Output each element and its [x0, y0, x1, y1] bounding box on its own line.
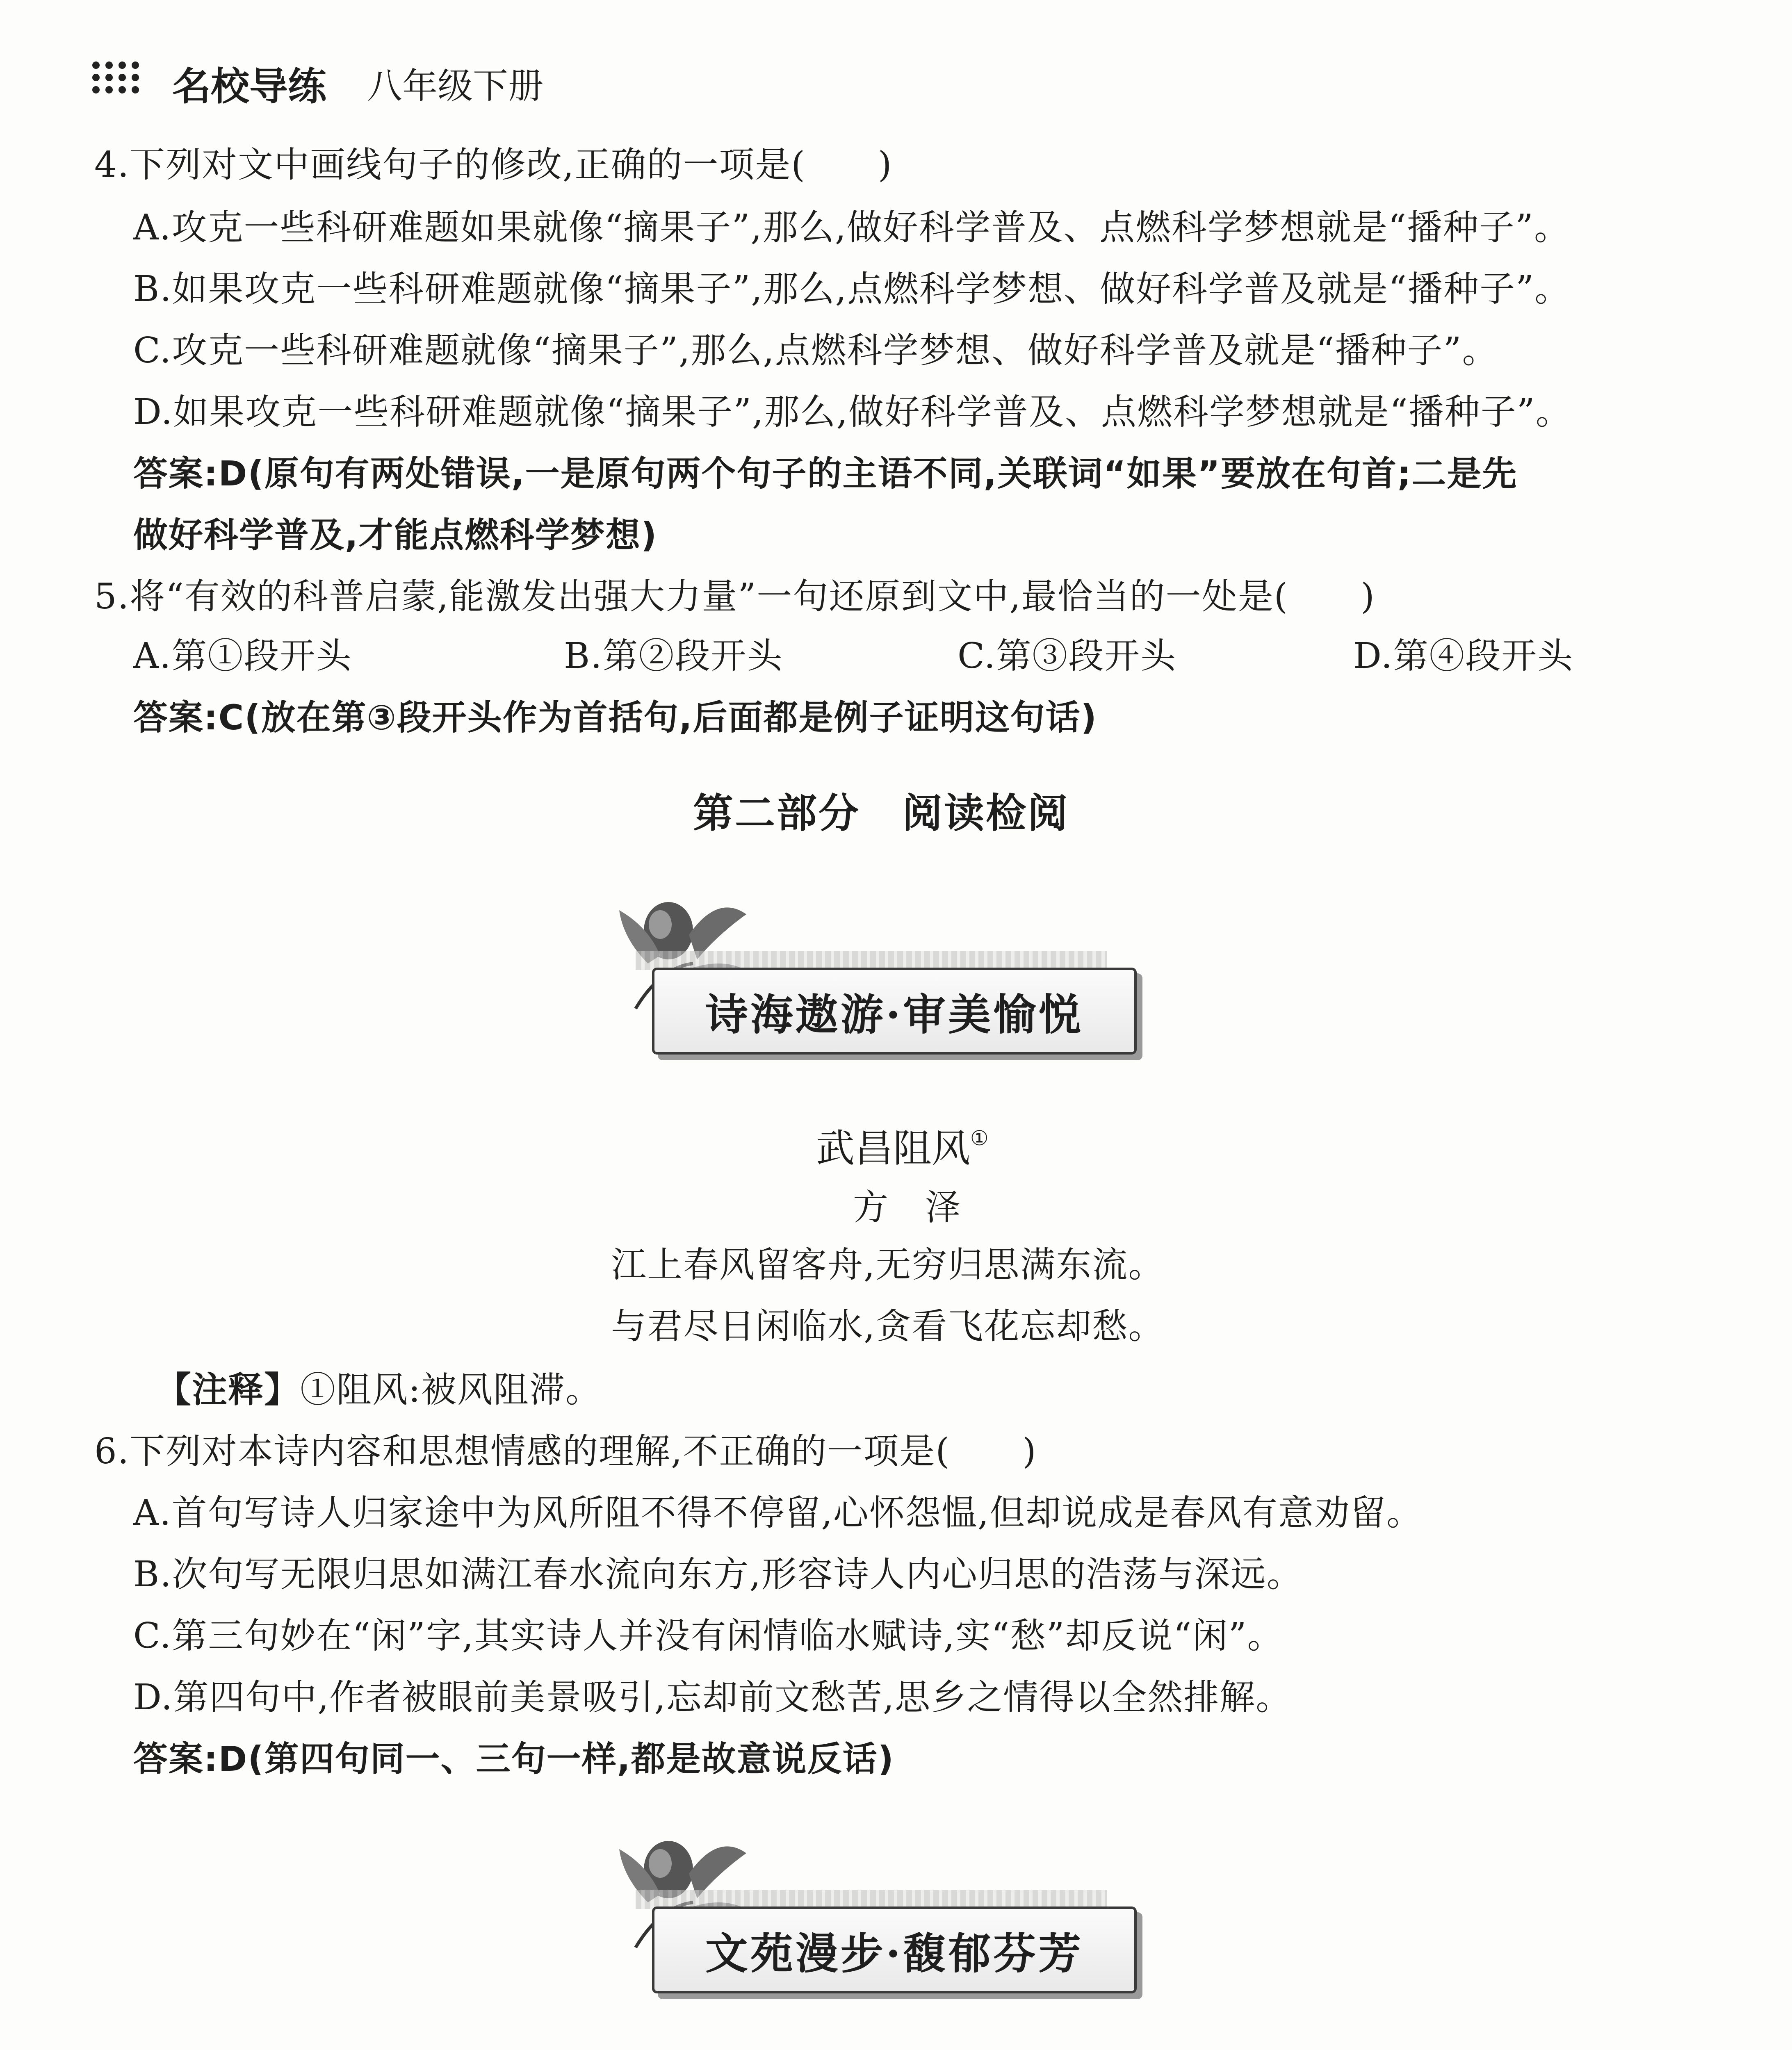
poem-title: 武昌阻风①	[816, 1126, 989, 1171]
q4-option-b: B.如果攻克一些科研难题就像“摘果子”,那么,点燃科学梦想、做好科学普及就是“播种子”。	[133, 269, 1571, 310]
section-banner-poetry	[611, 939, 1140, 1040]
q4-stem: 4.下列对文中画线句子的修改,正确的一项是( )	[94, 144, 893, 185]
q4-option-d: D.如果攻克一些科研难题就像“摘果子”,那么,做好科学普及、点燃科学梦想就是“播种子”。	[133, 392, 1572, 433]
q6-stem: 6.下列对本诗内容和思想情感的理解,不正确的一项是( )	[94, 1431, 1037, 1472]
q5-option-a: A.第①段开头	[133, 636, 352, 676]
header-grade: 八年级下册	[367, 66, 543, 107]
section-banner-essay	[611, 1878, 1140, 1979]
q5-option-c: C.第③段开头	[958, 636, 1177, 676]
q5-option-d: D.第④段开头	[1353, 636, 1574, 676]
poem-author: 方 泽	[853, 1187, 961, 1228]
poem-note: 【注释】①阻风:被风阻滞。	[156, 1369, 602, 1410]
part-title: 第二部分 阅读检阅	[693, 790, 1070, 837]
q4-option-a: A.攻克一些科研难题如果就像“摘果子”,那么,做好科学普及、点燃科学梦想就是“播种子”。	[133, 207, 1570, 248]
poem-line-1: 江上春风留客舟,无穷归思满东流。	[611, 1244, 1165, 1285]
q6-option-a: A.首句写诗人归家途中为风所阻不得不停留,心怀怨愠,但却说成是春风有意劝留。	[133, 1492, 1423, 1533]
poem-line-2: 与君尽日闲临水,贪看飞花忘却愁。	[611, 1306, 1165, 1347]
section-banner-poetry-label: 诗海遨游·审美愉悦	[705, 989, 1084, 1040]
essay-title	[849, 2044, 964, 2050]
q6-option-d: D.第四句中,作者被眼前美景吸引,忘却前文愁苦,思乡之情得以全然排解。	[133, 1677, 1292, 1718]
header-title: 名校导练	[172, 64, 327, 109]
header-dots-icon	[92, 61, 158, 94]
poem-note-label: 【注释】	[156, 1369, 300, 1410]
q4-answer-line2: 做好科学普及,才能点燃科学梦想)	[133, 515, 658, 555]
section-banner-essay-label: 文苑漫步·馥郁芬芳	[705, 1928, 1084, 1979]
q6-answer: 答案:D(第四句同一、三句一样,都是故意说反话)	[133, 1739, 895, 1779]
q5-stem: 5.将“有效的科普启蒙,能激发出强大力量”一句还原到文中,最恰当的一处是( )	[94, 576, 1375, 617]
q6-option-b: B.次句写无限归思如满江春水流向东方,形容诗人内心归思的浩荡与深远。	[133, 1554, 1303, 1595]
q4-answer-line1: 答案:D(原句有两处错误,一是原句两个句子的主语不同,关联词“如果”要放在句首;二是先	[133, 453, 1518, 494]
poem-note-mark: ①	[970, 1126, 989, 1150]
q6-option-c: C.第三句妙在“闲”字,其实诗人并没有闲情临水赋诗,实“愁”却反说“闲”。	[133, 1615, 1284, 1656]
q5-answer: 答案:C(放在第③段开头作为首括句,后面都是例子证明这句话)	[133, 697, 1098, 738]
q4-option-c: C.攻克一些科研难题就像“摘果子”,那么,点燃科学梦想、做好科学普及就是“播种子”。	[133, 330, 1498, 371]
q5-option-b: B.第②段开头	[564, 636, 783, 676]
